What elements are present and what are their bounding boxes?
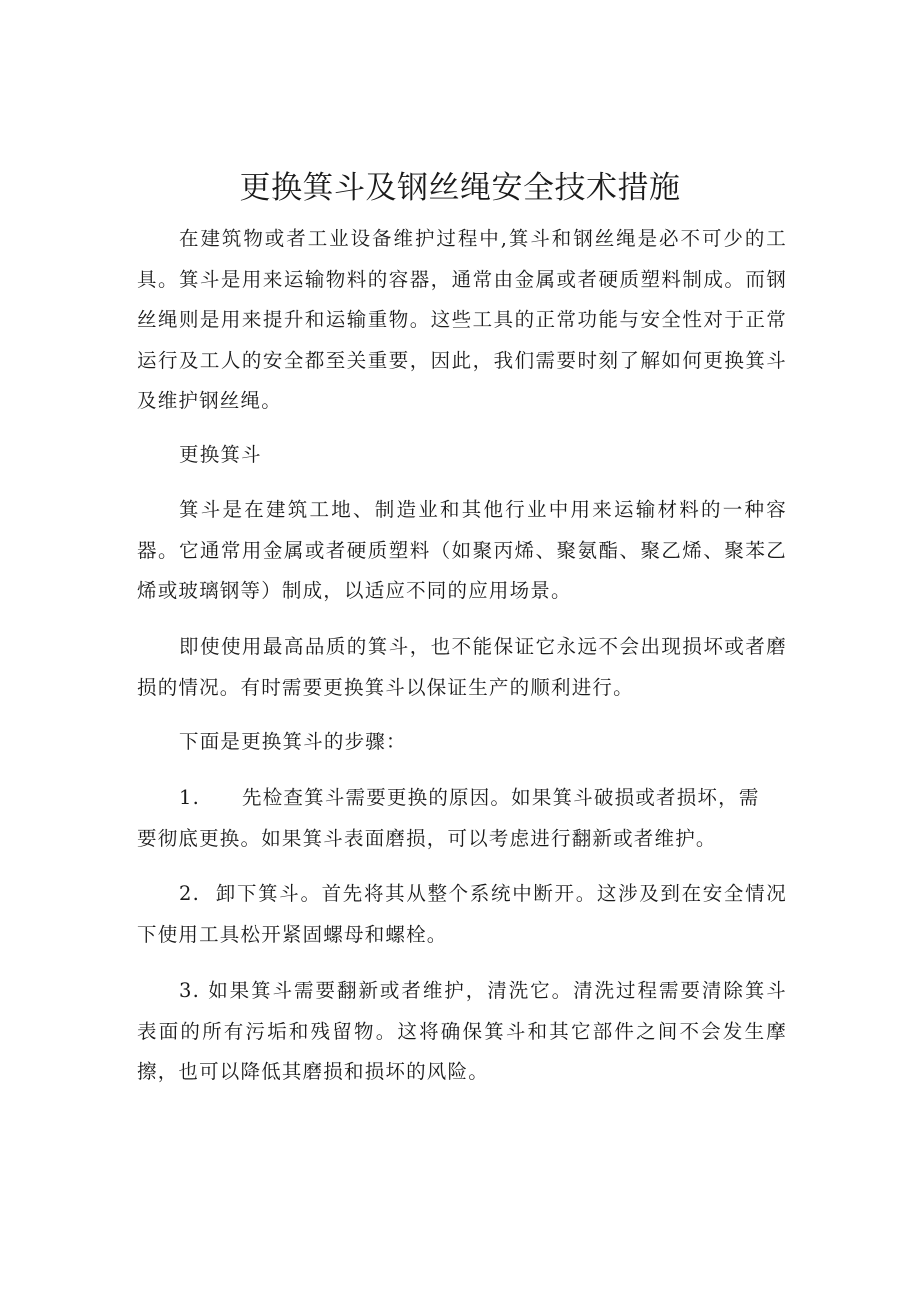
paragraph-2: 即使使用最高品质的箕斗，也不能保证它永远不会出现损坏或者磨损的情况。有时需要更换箕斗以保证生产的顺利进行。: [137, 635, 787, 699]
step-number: 3.: [179, 979, 201, 1002]
list-item-step-1: [137, 778, 787, 859]
step-text-continued: 要彻底更换。如果箕斗表面磨损，可以考虑进行翻新或者维护。: [137, 826, 717, 850]
document-title: 更换箕斗及钢丝绳安全技术措施: [239, 170, 681, 206]
section-heading: 更换箕斗: [179, 443, 262, 466]
step-text: 先检查箕斗需要更换的原因。如果箕斗破损或者损坏，需: [242, 786, 760, 809]
list-item-step-3: [137, 971, 787, 1093]
step-text: 卸下箕斗。首先将其从整个系统中断开。这涉及到在安全情况下使用工具松开紧固螺母和螺栓。: [137, 882, 787, 946]
step-number: 2.: [179, 882, 201, 905]
step-text: 如果箕斗需要翻新或者维护，清洗它。清洗过程需要清除箕斗表面的所有污垢和残留物。这将确保箕斗和其它部件之间不会发生摩擦，也可以降低其磨损和损坏的风险。: [137, 979, 787, 1083]
intro-paragraph: 在建筑物或者工业设备维护过程中,箕斗和钢丝绳是必不可少的工具。箕斗是用来运输物料的容器，通常由金属或者硬质塑料制成。而钢丝绳则是用来提升和运输重物。这些工具的正常功能与安全性对于正常运行及工人的安全都至关重要，因此，我们需要时刻了解如何更换箕斗及维护钢丝绳。: [137, 227, 787, 412]
step-number: 1.: [179, 786, 201, 809]
paragraph-1: 箕斗是在建筑工地、制造业和其他行业中用来运输材料的一种容器。它通常用金属或者硬质塑料（如聚丙烯、聚氨酯、聚乙烯、聚苯乙烯或玻璃钢等）制成，以适应不同的应用场景。: [137, 498, 787, 602]
steps-intro: 下面是更换箕斗的步骤：: [179, 730, 407, 753]
list-item-step-2: [137, 874, 787, 955]
